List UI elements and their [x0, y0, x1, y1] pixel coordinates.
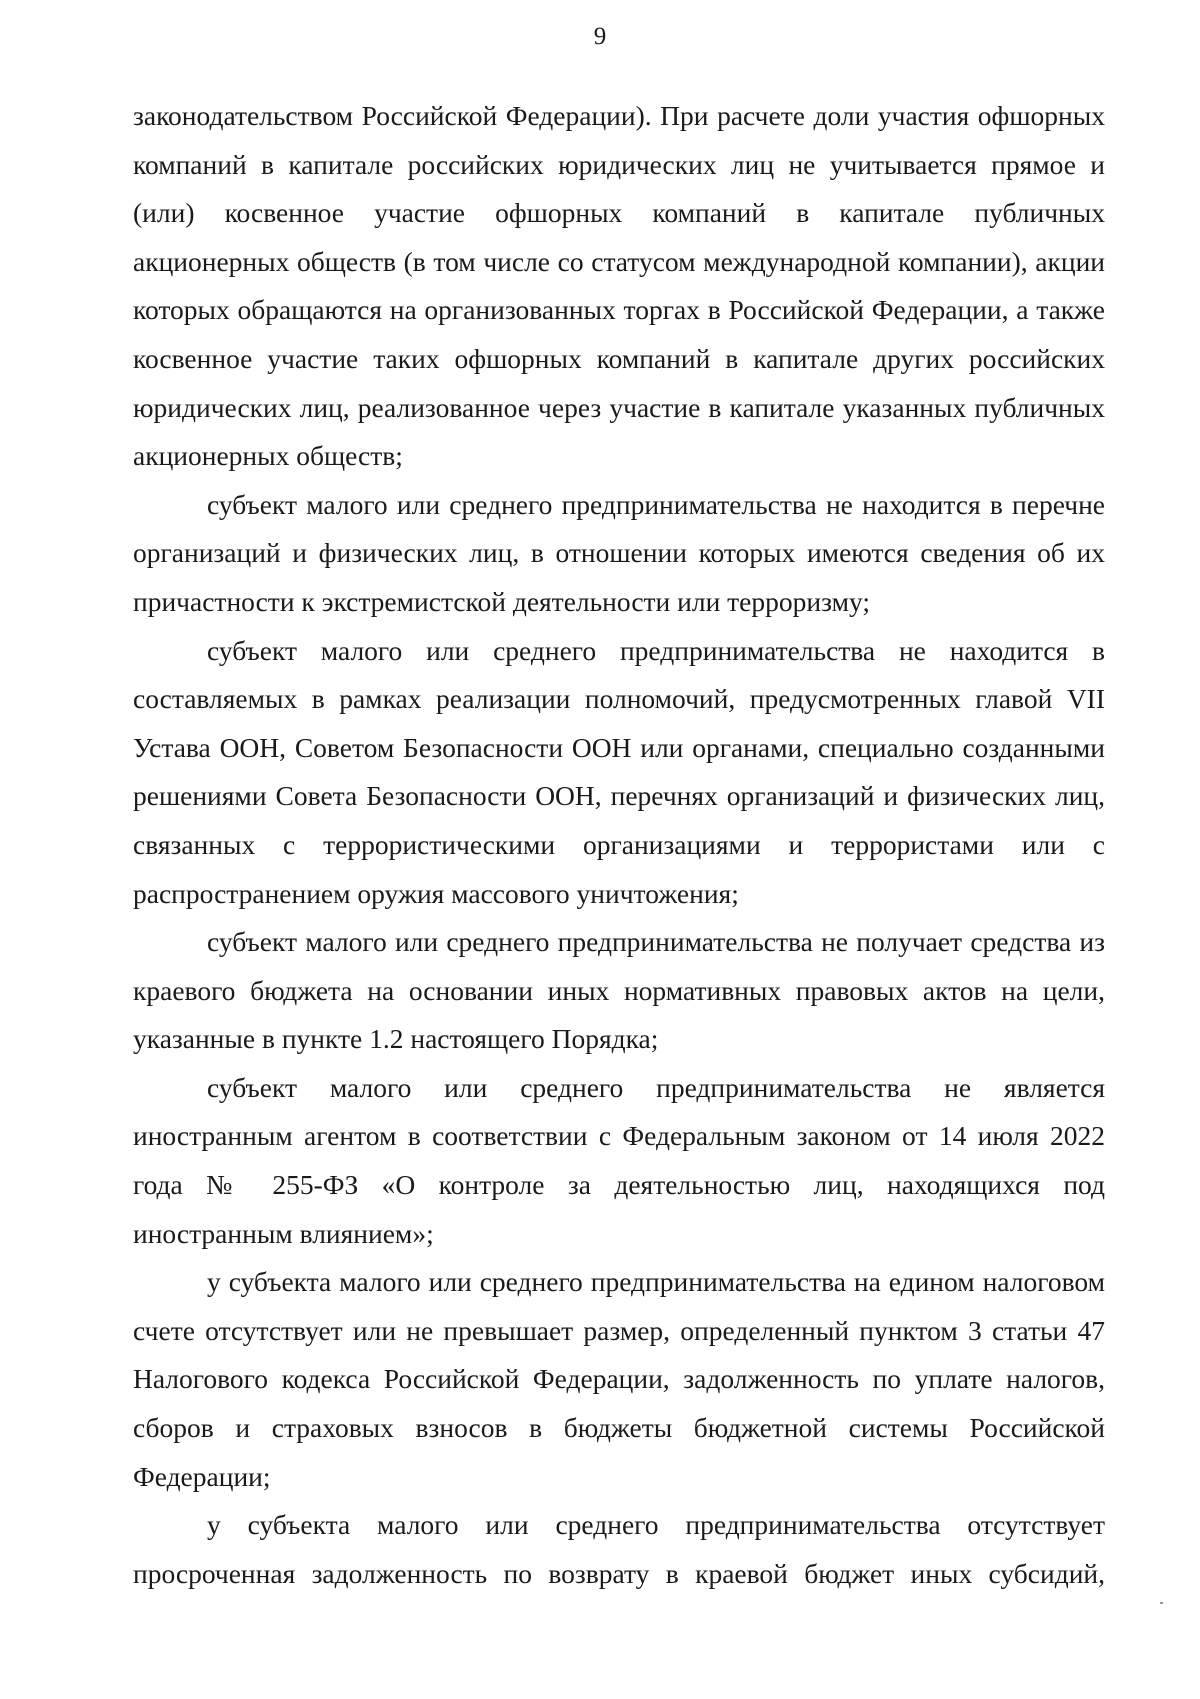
paragraph-foreign-agent: субъект малого или среднего предпринимательства не является иностранным агентом в соответствии с Федеральным законом от 14 июля 2022 года № 255-ФЗ «О контроле за деятельностью лиц, находящихся под иностранным влиянием»;: [133, 1071, 1105, 1249]
paragraph-extremism-list: субъект малого или среднего предпринимательства не находится в перечне организаций и физических лиц, в отношении которых имеются сведения об их причастности к экстремистской деятельности или терроризму;: [133, 488, 1105, 617]
paragraph-un-sanctions-list: субъект малого или среднего предпринимательства не находится в составляемых в рамках реализации полномочий, предусмотренных главой VII Устава ООН, Советом Безопасности ООН или органами, специально созданными решениями Совета Безопасности ООН, перечнях организаций и физических лиц, связанных с террористическими организациями и террористами или с распространением оружия массового уничтожения;: [133, 634, 1105, 909]
scan-artifact: [1160, 1602, 1163, 1604]
paragraph-tax-debt: у субъекта малого или среднего предпринимательства на едином налоговом счете отсутствует или не превышает размер, определенный пунктом 3 статьи 47 Налогового кодекса Российской Федерации, задолженность по уплате налогов, сборов и страховых взносов в бюджеты бюджетной системы Российской Федерации;: [133, 1266, 1105, 1492]
paragraph-overdue-subsidy-debt: у субъекта малого или среднего предпринимательства отсутствует просроченная задолженность по возврату в краевой бюджет иных субсидий,: [133, 1509, 1105, 1589]
paragraph-offshore-participation: законодательством Российской Федерации). При расчете доли участия офшорных компаний в капитале российских юридических лиц не учитывается прямое и (или) косвенное участие офшорных компаний в капитале публичных акционерных обществ (в том числе со статусом международной компании), акции которых обращаются на организованных торгах в Российской Федерации, а также косвенное участие таких офшорных компаний в капитале других российских юридических лиц, реализованное через участие в капитале указанных публичных акционерных обществ;: [133, 100, 1105, 472]
paragraph-no-other-budget-funds: субъект малого или среднего предпринимательства не получает средства из краевого бюджета на основании иных нормативных правовых актов на цели, указанные в пункте 1.2 настоящего Порядка;: [133, 926, 1105, 1055]
document-body: [133, 92, 1105, 1598]
page-number: 9: [593, 23, 607, 50]
